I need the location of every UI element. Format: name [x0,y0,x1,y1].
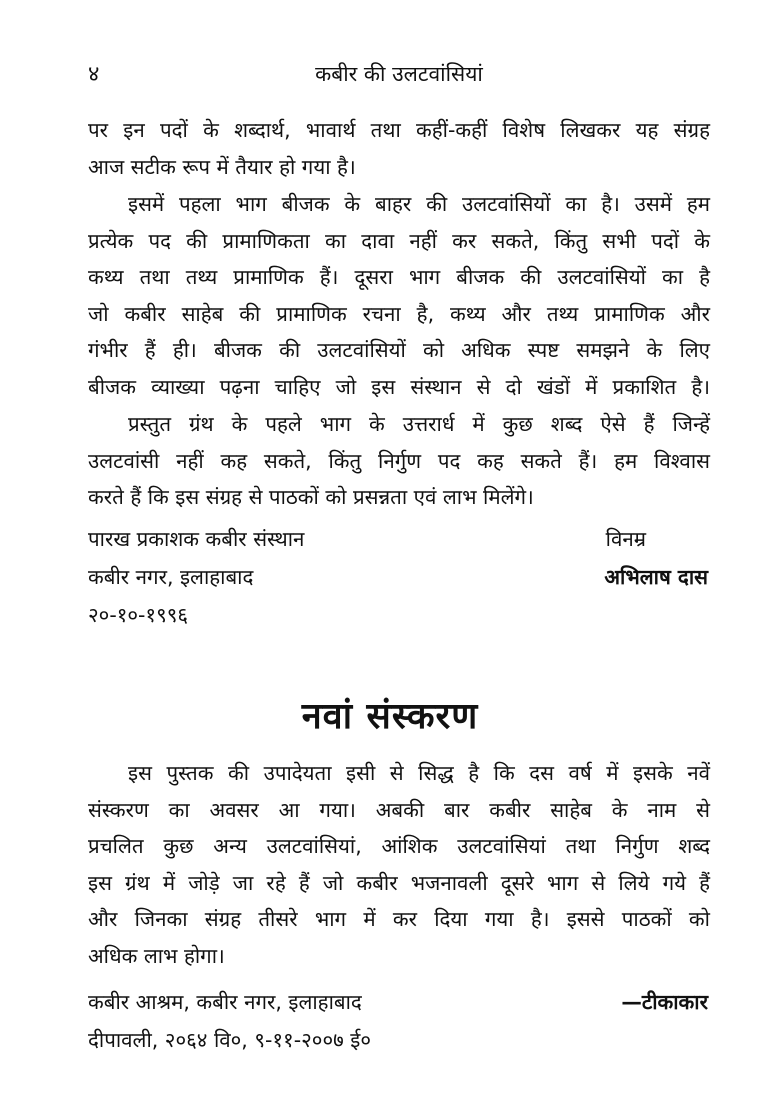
page-header [88,58,710,92]
text-line: पर इन पदों के शब्दार्थ, भावार्थ तथा कहीं-कहीं विशेष लिखकर यह संग्रह [88,118,710,142]
text-line: गंभीर हैं ही। बीजक की उलटवांसियों को अधिक स्पष्ट समझने के लिए [88,338,710,362]
text-line: बीजक व्याख्या पढ़ना चाहिए जो इस संस्थान से दो खंडों में प्रकाशित है। [88,374,710,399]
text-line: इस ग्रंथ में जोड़े जा रहे हैं जो कबीर भजनावली दूसरे भाग से लिये गये हैं [88,870,710,895]
text-line: अधिक लाभ होगा। [88,943,225,968]
publisher-place: कबीर नगर, इलाहाबाद [88,565,254,589]
first-date: २०-१०-१९९६ [88,603,189,627]
second-signature-left [88,983,371,1059]
text-line: प्रचलित कुछ अन्य उलटवांसियां, आंशिक उलटवांसियां तथा निर्गुण शब्द [88,834,710,858]
paragraph-two [88,186,710,405]
text-line: कथ्य तथा तथ्य प्रामाणिक हैं। दूसरा भाग बीजक की उलटवांसियों का है [88,265,710,289]
first-signature-left [88,520,304,634]
text-line: इसमें पहला भाग बीजक के बाहर की उलटवांसियों का है। उसमें हम [128,192,710,216]
first-signature-right [604,520,708,596]
text-line: आज सटीक रूप में तैयार हो गया है। [88,154,356,179]
publisher-name: पारख प्रकाशक कबीर संस्थान [88,527,305,551]
second-signature-right [621,983,708,1021]
signatory-name: अभिलाष दास [604,565,708,589]
running-title: कबीर की उलटवांसियां [315,62,483,86]
text-line: करते हैं कि इस संग्रह से पाठकों को प्रसन्नता एवं लाभ मिलेंगे। [88,485,534,509]
ninth-edition-paragraph [88,755,710,974]
intro-continuation-paragraph [88,112,710,185]
section-heading: नवां संस्करण [301,696,479,737]
salutation: विनम्र [605,527,646,551]
text-line: प्रस्तुत ग्रंथ के पहले भाग के उत्तरार्ध में कुछ शब्द ऐसे हैं जिन्हें [128,412,710,436]
text-line: संस्करण का अवसर आ गया। अबकी बार कबीर साहेब के नाम से [88,797,710,822]
second-date: दीपावली, २०६४ वि०, ९-११-२००७ ई० [88,1028,371,1052]
text-line: उलटवांसी नहीं कह सकते, किंतु निर्गुण पद कह सकते हैं। हम विश्वास [88,448,710,473]
text-line: इस पुस्तक की उपादेयता इसी से सिद्ध है कि दस वर्ष में इसके नवें [128,761,710,785]
ashram-place: कबीर आश्रम, कबीर नगर, इलाहाबाद [88,990,362,1014]
text-line: प्रत्येक पद की प्रामाणिकता का दावा नहीं कर सकते, किंतु सभी पदों के [88,228,710,253]
text-line: और जिनका संग्रह तीसरे भाग में कर दिया गया है। इससे पाठकों को [88,907,710,931]
commentator-signature: —टीकाकार [621,990,708,1014]
page-number: ४ [88,62,100,87]
paragraph-three [88,406,710,516]
text-line: जो कबीर साहेब की प्रामाणिक रचना है, कथ्य और तथ्य प्रामाणिक और [88,301,710,326]
